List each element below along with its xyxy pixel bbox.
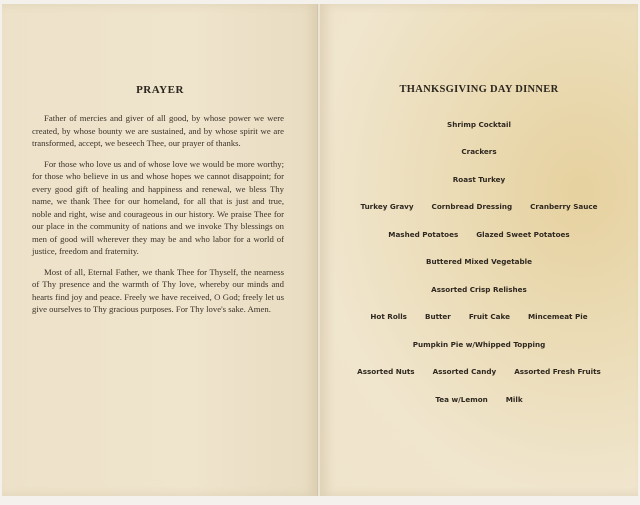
menu-row-7 xyxy=(320,285,638,294)
menu-item: Cornbread Dressing xyxy=(431,202,513,211)
prayer-paragraph-1: Father of mercies and giver of all good, by whose power we were created, by whose bounty we are sustained, and by whose spirit we are transformed, accept, we beseech Thee, our prayer of thanks. xyxy=(32,113,284,148)
menu-row-6 xyxy=(320,257,638,266)
prayer-page xyxy=(2,4,318,496)
menu-item: Tea w/Lemon xyxy=(435,395,488,404)
menu-item: Cranberry Sauce xyxy=(530,202,598,211)
menu-item: Mashed Potatoes xyxy=(388,230,459,239)
menu-row-4 xyxy=(320,202,638,211)
menu-item: Pumpkin Pie w/Whipped Topping xyxy=(412,340,546,349)
prayer-title: PRAYER xyxy=(136,84,184,96)
menu-item: Turkey Gravy xyxy=(360,202,414,211)
menu-title: THANKSGIVING DAY DINNER xyxy=(399,84,559,95)
menu-row-2 xyxy=(320,147,638,156)
menu-row-10 xyxy=(320,367,638,376)
menu-item: Butter xyxy=(424,312,451,321)
menu-item: Assorted Fresh Fruits xyxy=(514,367,601,376)
dinner-menu-page xyxy=(320,4,638,496)
menu-row-8 xyxy=(320,312,638,321)
menu-item: Buttered Mixed Vegetable xyxy=(425,257,532,266)
prayer-text xyxy=(32,112,284,324)
menu-item: Assorted Crisp Relishes xyxy=(431,285,527,294)
menu-item: Hot Rolls xyxy=(370,312,407,321)
menu-item: Assorted Nuts xyxy=(357,367,415,376)
menu-item: Roast Turkey xyxy=(452,175,506,184)
menu-row-3 xyxy=(320,175,638,184)
prayer-paragraph-2: For those who love us and of whose love we would be more worthy; for those who believe in us and whose hopes we cannot disappoint; for every good gift of healing and happiness and renewal, we bless Thy name, we thank Thee for our homeland, for all that is just and true, noble and right, wise and courageous in our history. We praise Thee for our place in the community of nations and we invoke Thy blessings on men of good will wherever they may be and who labor for a world of justice, freedom and fraternity. xyxy=(32,158,284,256)
menu-row-9 xyxy=(320,340,638,349)
menu-item: Mincemeat Pie xyxy=(527,312,588,321)
menu-item: Crackers xyxy=(461,147,497,156)
menu-item: Assorted Candy xyxy=(432,367,497,376)
menu-row-11 xyxy=(320,395,638,404)
menu-item: Milk xyxy=(505,395,523,404)
menu-item: Shrimp Cocktail xyxy=(447,120,511,129)
prayer-paragraph-3: Most of all, Eternal Father, we thank Thee for Thyself, the nearness of Thy presence and the warmth of Thy love, whereby our minds and hearts find joy and peace. Freely we have received, O God; freely let us give ourselves to Thy gracious purposes. For Thy love's sake. Amen. xyxy=(32,266,284,314)
menu-row-1 xyxy=(320,120,638,129)
menu-item: Fruit Cake xyxy=(468,312,510,321)
menu-item: Glazed Sweet Potatoes xyxy=(476,230,570,239)
menu-row-5 xyxy=(320,230,638,239)
